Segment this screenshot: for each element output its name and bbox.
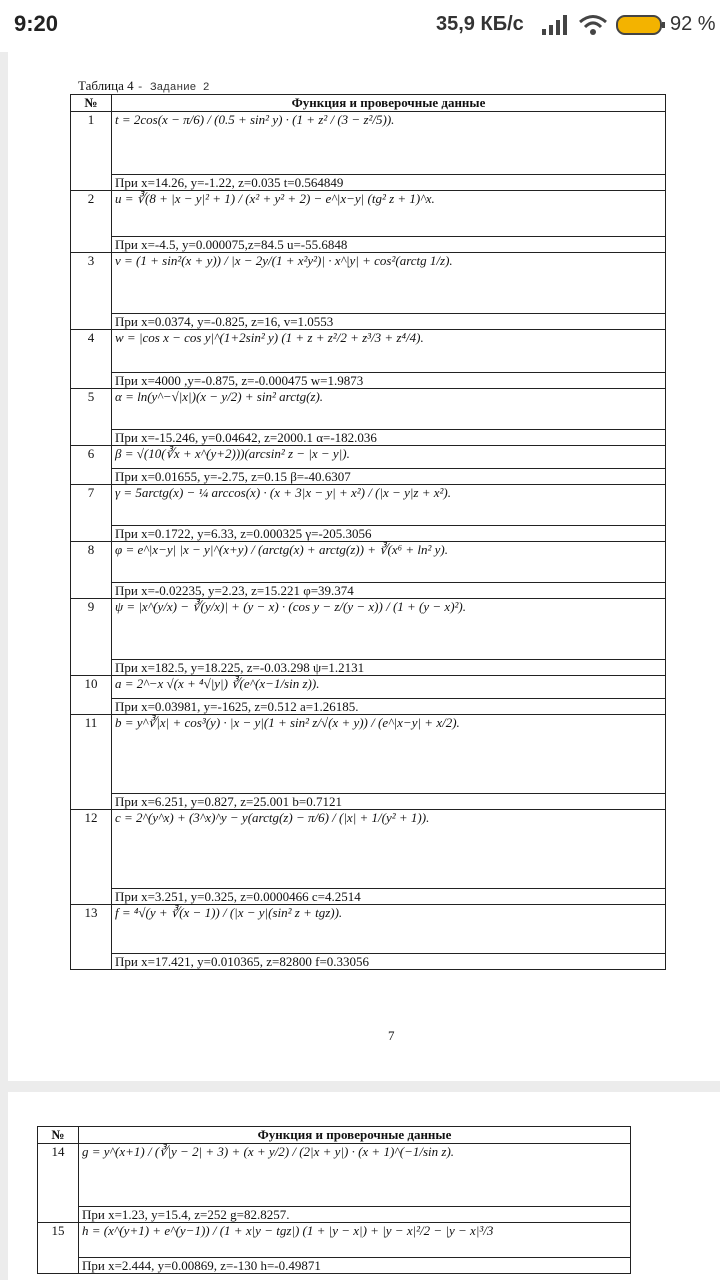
row-number: 11 <box>71 715 112 810</box>
table-row <box>38 1258 631 1274</box>
table-row <box>38 1207 631 1223</box>
table-header-row <box>38 1127 631 1144</box>
table-row <box>71 430 666 446</box>
column-number: № <box>71 95 112 112</box>
column-number: № <box>38 1127 79 1144</box>
network-speed: 35,9 КБ/с <box>436 13 524 35</box>
table-row <box>71 485 666 526</box>
page-number: 7 <box>388 1028 395 1043</box>
check-data-cell: При x=0.03981, y=-1625, z=0.512 a=1.26185. <box>112 699 666 715</box>
document-page-1 <box>8 52 720 1081</box>
formula-cell: φ = e^|x−y| |x − y|^(x+y) / (arctg(x) + arctg(z)) + ∛(x⁶ + ln² y). <box>112 542 666 583</box>
formula-cell: h = (x^(y+1) + e^(y−1)) / (1 + x|y − tgz|) (1 + |y − x|) + |y − x|²/2 − |y − x|³/3 <box>79 1223 631 1258</box>
table-row <box>71 526 666 542</box>
check-data-cell: При x=2.444, y=0.00869, z=-130 h=-0.49871 <box>79 1258 631 1274</box>
table-header-row <box>71 95 666 112</box>
formula-cell: b = y^∛|x| + cos³(y) · |x − y|(1 + sin² z/√(x + y)) / (e^|x−y| + x/2). <box>112 715 666 794</box>
row-number: 1 <box>71 112 112 191</box>
check-data-cell: При x=17.421, y=0.010365, z=82800 f=0.33056 <box>112 954 666 970</box>
check-data-cell: При x=6.251, y=0.827, z=25.001 b=0.7121 <box>112 794 666 810</box>
check-data-cell: При x=3.251, y=0.325, z=0.0000466 c=4.2514 <box>112 889 666 905</box>
signal-icon <box>540 14 572 41</box>
formula-cell: f = ⁴√(y + ∛(x − 1)) / (|x − y|(sin² z + tgz)). <box>112 905 666 954</box>
table-row <box>71 542 666 583</box>
table-row <box>71 469 666 485</box>
row-number: 13 <box>71 905 112 970</box>
functions-table-continued <box>37 1126 631 1274</box>
table-row <box>71 237 666 253</box>
check-data-cell: При x=-15.246, y=0.04642, z=2000.1 α=-182.036 <box>112 430 666 446</box>
formula-cell: ψ = |x^(y/x) − ∛(y/x)| + (y − x) · (cos y − z/(y − x)) / (1 + (y − x)²). <box>112 599 666 660</box>
row-number: 9 <box>71 599 112 676</box>
table-row <box>71 905 666 954</box>
row-number: 8 <box>71 542 112 599</box>
status-time: 9:20 <box>14 11 59 36</box>
check-data-cell: При x=0.01655, y=-2.75, z=0.15 β=-40.6307 <box>112 469 666 485</box>
row-number: 3 <box>71 253 112 330</box>
table-row <box>71 810 666 889</box>
check-data-cell: При x=182.5, y=18.225, z=-0.03.298 ψ=1.2131 <box>112 660 666 676</box>
row-number: 14 <box>38 1144 79 1223</box>
table-row <box>71 660 666 676</box>
check-data-cell: При x=-0.02235, y=2.23, z=15.221 φ=39.374 <box>112 583 666 599</box>
formula-cell: α = ln(y^−√|x|)(x − y/2) + sin² arctg(z). <box>112 389 666 430</box>
row-number: 7 <box>71 485 112 542</box>
table-row <box>71 314 666 330</box>
row-number: 6 <box>71 446 112 485</box>
table-row <box>71 175 666 191</box>
table-row <box>71 676 666 699</box>
formula-cell: a = 2^−x √(x + ⁴√|y|) ∛(e^(x−1/sin z)). <box>112 676 666 699</box>
check-data-cell: При x=1.23, y=15.4, z=252 g=82.8257. <box>79 1207 631 1223</box>
row-number: 4 <box>71 330 112 389</box>
check-data-cell: При x=4000 ,y=-0.875, z=-0.000475 w=1.9873 <box>112 373 666 389</box>
battery-percent: 92 % <box>670 13 716 35</box>
row-number: 5 <box>71 389 112 446</box>
document-page-2 <box>8 1092 720 1280</box>
formula-cell: w = |cos x − cos y|^(1+2sin² y) (1 + z + z²/2 + z³/3 + z⁴/4). <box>112 330 666 373</box>
table-row <box>71 583 666 599</box>
functions-table <box>70 94 666 970</box>
row-number: 15 <box>38 1223 79 1274</box>
formula-cell: t = 2cos(x − π/6) / (0.5 + sin² y) · (1 + z² / (3 − z²/5)). <box>112 112 666 175</box>
table-row <box>71 112 666 175</box>
battery-icon <box>616 14 666 41</box>
row-number: 12 <box>71 810 112 905</box>
table-row <box>71 253 666 314</box>
table-row <box>71 715 666 794</box>
check-data-cell: При x=-4.5, y=0.000075,z=84.5 u=-55.6848 <box>112 237 666 253</box>
table-row <box>38 1144 631 1207</box>
check-data-cell: При x=14.26, y=-1.22, z=0.035 t=0.564849 <box>112 175 666 191</box>
table-row <box>71 599 666 660</box>
wifi-icon <box>578 14 608 41</box>
formula-cell: u = ∛(8 + |x − y|² + 1) / (x² + y² + 2) − e^|x−y| (tg² z + 1)^x. <box>112 191 666 237</box>
check-data-cell: При x=0.0374, y=-0.825, z=16, v=1.0553 <box>112 314 666 330</box>
check-data-cell: При x=0.1722, y=6.33, z=0.000325 γ=-205.3056 <box>112 526 666 542</box>
table-row <box>38 1223 631 1258</box>
formula-cell: β = √(10(∛x + x^(y+2)))(arcsin² z − |x − y|). <box>112 446 666 469</box>
formula-cell: c = 2^(y^x) + (3^x)^y − y(arctg(z) − π/6) / (|x| + 1/(y² + 1)). <box>112 810 666 889</box>
table-row <box>71 954 666 970</box>
status-bar <box>0 0 720 52</box>
formula-cell: v = (1 + sin²(x + y)) / |x − 2y/(1 + x²y²)| · x^|y| + cos²(arctg 1/z). <box>112 253 666 314</box>
table-row <box>71 330 666 373</box>
table-row <box>71 389 666 430</box>
column-title: Функция и проверочные данные <box>79 1127 631 1144</box>
table-row <box>71 699 666 715</box>
table-row <box>71 446 666 469</box>
table-caption: Таблица 4 - Задание 2 <box>78 78 210 94</box>
row-number: 2 <box>71 191 112 253</box>
formula-cell: g = y^(x+1) / (∛|y − 2| + 3) + (x + y/2) / (2|x + y|) · (x + 1)^(−1/sin z). <box>79 1144 631 1207</box>
column-title: Функция и проверочные данные <box>112 95 666 112</box>
row-number: 10 <box>71 676 112 715</box>
table-row <box>71 373 666 389</box>
table-row <box>71 191 666 237</box>
formula-cell: γ = 5arctg(x) − ¼ arccos(x) · (x + 3|x − y| + x²) / (|x − y|z + x²). <box>112 485 666 526</box>
table-row <box>71 889 666 905</box>
table-row <box>71 794 666 810</box>
